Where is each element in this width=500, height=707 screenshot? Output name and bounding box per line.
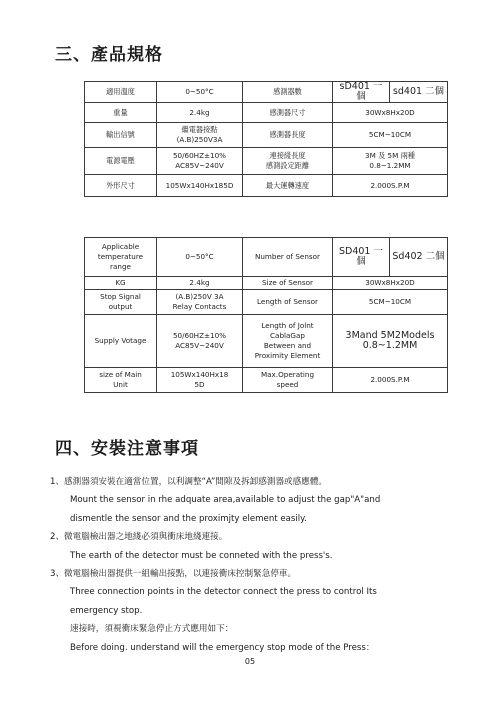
table-cell: 5CM~10CM [333,290,448,315]
cell-line: speed [276,380,299,389]
cell-line: 0.8~1.2MM [369,161,411,170]
cell-line: AC85V~240V [175,341,224,350]
table-row [85,315,448,368]
table-cell [85,368,157,393]
table-cell: 30Wx8Hx20D [333,277,448,290]
table-cell: Number of Sensor [243,238,333,277]
cell-line: 5D [194,380,205,389]
cell-line: 感測設定距離 [265,161,310,170]
cell-line: output [108,302,133,311]
table-row [85,82,448,103]
cell-line: Stop Signal [100,292,141,301]
table-cell [243,368,333,393]
section-title-specs: 三、產品規格 [55,45,163,65]
table-cell: 電源電壓 [85,148,157,175]
table-cell [157,148,243,175]
cell-line: temperature [97,252,144,261]
note-3-zh: 3、微電腦檢出器提供一組輸出接點，以連接衝床控制緊急停車。 [50,569,297,580]
table-row [85,277,448,290]
cell-line: 3M 及 5M 兩種 [365,151,415,160]
table-row [85,238,448,277]
cell-line: Between and [263,341,312,350]
table-cell [157,123,243,148]
table-cell [157,290,243,315]
table-cell: sD401 一個 [333,82,390,103]
table-cell: 2.000S.P.M [333,175,448,197]
table-row [85,368,448,393]
table-cell: 2.000S.P.M [333,368,448,393]
table-cell: 最大運轉速度 [243,175,333,197]
cell-line: Unit [113,380,128,389]
cell-line: Applicable [101,242,140,251]
table-cell: Sd402 二個 [390,238,448,277]
note-3-en-cont: emergency stop. [70,605,143,616]
note-3-en-sub: Before doing. understand will the emergency stop mode of the Press： [70,642,375,653]
note-3-en: Three connection points in the detector connect the press to control Its [70,587,377,598]
note-2-en: The earth of the detector must be conneted with the press's. [70,550,333,561]
table-cell: Supply Votage [85,315,157,368]
table-cell: sd401 二個 [390,82,448,103]
table-cell: 適用溫度 [85,82,157,103]
table-cell: Length of Sensor [243,290,333,315]
table-row [85,103,448,123]
table-cell [333,148,448,175]
table-cell: 5CM~10CM [333,123,448,148]
table-cell [243,148,333,175]
page-number: 05 [244,657,256,666]
cell-line: 3Mand 5M2Models [345,330,435,341]
table-cell [333,315,448,368]
table-cell: 外形尺寸 [85,175,157,197]
table-row [85,175,448,197]
cell-line: 0.8~1.2MM [362,340,418,351]
table-cell: 0~50°C [157,82,243,103]
cell-line: (A.B)250V3A [176,135,223,144]
cell-line: 連接綫長度 [269,151,306,160]
spec-table-english [84,237,448,393]
cell-line: Max.Operating [260,370,315,379]
table-cell: 105Wx140Hx185D [157,175,243,197]
cell-line: Relay Contacts [172,302,227,311]
cell-line: 105Wx140Hx18 [170,370,229,379]
cell-line: Length of Jolnt [261,321,314,330]
table-cell: 感測器數 [243,82,333,103]
table-cell: KG [85,277,157,290]
table-cell: 30Wx8Hx20D [333,103,448,123]
cell-line: range [110,262,131,271]
table-cell: 2.4kg [157,277,243,290]
cell-line: 50/60HZ±10% [172,151,227,160]
table-cell [85,238,157,277]
table-row [85,123,448,148]
cell-line: (A.B)250V 3A [175,292,224,301]
table-row [85,290,448,315]
table-cell: SD401 一個 [333,238,390,277]
table-cell [157,368,243,393]
cell-line: 繼電器接點 [181,125,218,134]
cell-line: 50/60HZ±10% [172,331,227,340]
note-1-en: Mount the sensor in rhe adquate area,available to adjust the gap"A"and [70,495,381,506]
installation-notes [50,473,480,657]
note-2-zh: 2、微電腦檢出器之地綫必須與衝床地綫連接。 [50,532,228,543]
cell-line: size of Main [99,370,142,379]
table-cell: 0~50°C [157,238,243,277]
spec-table-chinese [84,81,448,197]
note-3-zh-sub: 速接時，須視衝床緊急停止方式應用如下： [70,624,234,635]
table-cell [157,315,243,368]
cell-line: AC85V~240V [175,161,224,170]
cell-line: CablaGap [270,331,305,340]
table-cell: 感測器尺寸 [243,103,333,123]
table-cell [243,315,333,368]
table-cell: Size of Sensor [243,277,333,290]
table-cell: 重量 [85,103,157,123]
table-cell: 2.4kg [157,103,243,123]
table-cell: 感測器長度 [243,123,333,148]
note-1-zh: 1、感測器須安裝在適當位置，以利調整“A”間隙及拆卸感測器或感應體。 [50,477,328,487]
section-title-installation: 四、安裝注意事項 [55,439,199,459]
note-1-en-cont: dismentle the sensor and the proximjty element easily. [70,513,307,524]
table-cell [85,290,157,315]
table-cell: 輸出信號 [85,123,157,148]
cell-line: Proximity Element [254,351,321,360]
table-row [85,148,448,175]
